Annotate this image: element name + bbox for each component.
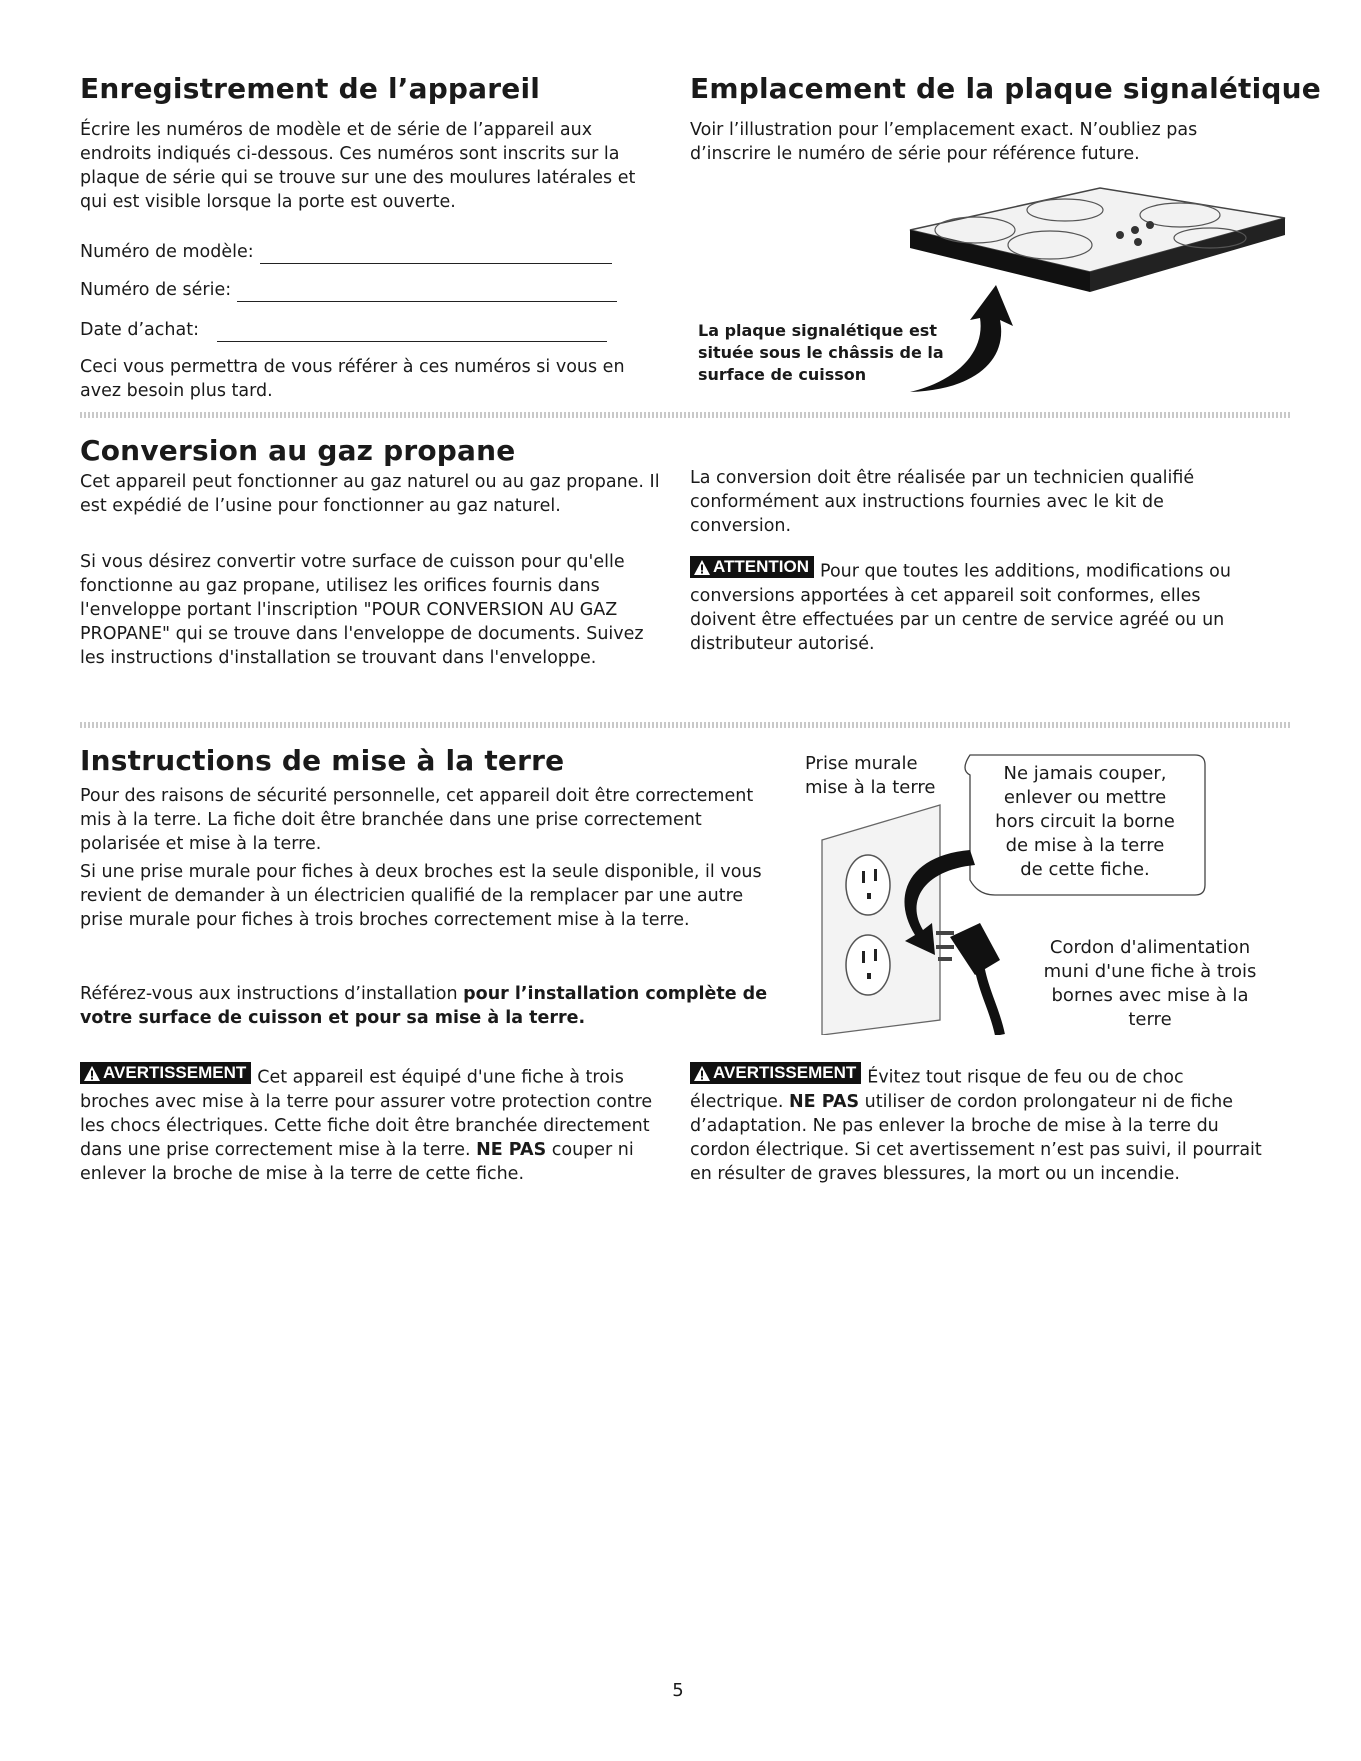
bubble-line-4: de mise à la terre <box>1005 835 1165 856</box>
model-number-label: Numéro de modèle: <box>80 242 254 262</box>
bubble-line-1: Ne jamais couper, <box>1003 763 1167 784</box>
registration-intro: Écrire les numéros de modèle et de série de l’appareil aux endroits indiqués ci-dessous. Ces numéros sont inscrits sur la plaque de série qui se trouve sur une des moulures latérales et qui est visible lorsque la porte est ouverte. <box>80 120 636 212</box>
nameplate-caption <box>698 320 944 386</box>
warning-badge-2 <box>690 1062 861 1084</box>
nameplate-caption-line-1: La plaque signalétique est <box>698 321 937 340</box>
purchase-date-line[interactable] <box>217 321 607 342</box>
model-number-field <box>80 240 612 264</box>
warning-label-2: AVERTISSEMENT <box>713 1063 857 1082</box>
registration-note: Ceci vous permettra de vous référer à ces numéros si vous en avez besoin plus tard. <box>80 357 625 401</box>
outlet-label-line-2: mise à la terre <box>805 777 936 798</box>
conversion-title: Conversion au gaz propane <box>80 434 516 467</box>
warning-notice-2 <box>690 1062 1280 1186</box>
warning-2-text-b: utiliser de cordon prolongateur ni de fiche d’adaptation. Ne pas enlever la broche de mise à la terre du cordon électrique. Si cet avertissement n’est pas suivi, il pourrait en résulter de graves blessures, la mort ou un incendie. <box>690 1091 1262 1184</box>
grounding-p3-bold: pour l’installation complète de votre surface de cuisson et pour sa mise à la terre. <box>80 984 768 1028</box>
nameplate-title: Emplacement de la plaque signalétique <box>690 72 1322 105</box>
warning-badge-1 <box>80 1062 251 1084</box>
purchase-date-label: Date d’achat: <box>80 320 199 340</box>
bubble-line-2: enlever ou mettre <box>1003 787 1167 808</box>
warning-triangle-icon <box>693 1065 711 1082</box>
grounding-title: Instructions de mise à la terre <box>80 744 565 777</box>
warning-1-text-a: Cet appareil est équipé d'une fiche à trois broches avec mise à la terre pour assurer votre protection contre les chocs électriques. Cette fiche doit être branchée directement dans une prise correctement mise à la terre. <box>80 1067 653 1160</box>
serial-number-line[interactable] <box>237 281 617 302</box>
cord-line-1: Cordon d'alimentation <box>1049 937 1251 958</box>
nameplate-caption-line-2: située sous le châssis de la <box>698 343 944 362</box>
warning-2-bold: NE PAS <box>789 1091 860 1112</box>
wall-outlet-plate <box>822 805 940 1035</box>
cord-label <box>1030 936 1270 1032</box>
conversion-p3: La conversion doit être réalisée par un technicien qualifié conformément aux instructions fournies avec le kit de conversion. <box>690 468 1195 536</box>
outlet-label-line-1: Prise murale <box>805 753 918 774</box>
serial-number-label: Numéro de série: <box>80 280 232 300</box>
attention-badge <box>690 556 814 578</box>
model-number-line[interactable] <box>260 243 612 264</box>
bubble-line-3: hors circuit la borne <box>995 811 1175 832</box>
registration-title: Enregistrement de l’appareil <box>80 72 541 105</box>
warning-1-bold: NE PAS <box>476 1139 547 1160</box>
grounding-p3-text: Référez-vous aux instructions d’installation <box>80 984 464 1004</box>
warning-triangle-icon <box>83 1065 101 1082</box>
cord-line-3: bornes avec mise à la <box>1051 985 1249 1006</box>
cord-line-4: terre <box>1128 1009 1172 1030</box>
warning-1-text-b: couper ni enlever la broche de mise à la terre de cette fiche. <box>80 1139 634 1184</box>
grounding-p1: Pour des raisons de sécurité personnelle, cet appareil doit être correctement mis à la terre. La fiche doit être branchée dans une prise correctement polarisée et mise à la terre. <box>80 786 754 854</box>
grounding-p2: Si une prise murale pour fiches à deux broches est la seule disponible, il vous revient de demander à un électricien qualifié de la remplacer par une autre prise murale pour fiches à trois broches correctement mise à la terre. <box>80 862 762 930</box>
bubble-line-5: de cette fiche. <box>1020 859 1150 880</box>
cord-line-2: muni d'une fiche à trois <box>1043 961 1257 982</box>
nameplate-caption-line-3: surface de cuisson <box>698 365 867 384</box>
attention-label: ATTENTION <box>713 557 810 576</box>
bubble-text <box>980 762 1190 882</box>
page-number: 5 <box>672 1680 684 1701</box>
attention-notice <box>690 556 1270 656</box>
section-divider <box>80 412 1290 418</box>
warning-notice-1 <box>80 1062 670 1186</box>
purchase-date-field <box>80 318 607 342</box>
nameplate-text: Voir l’illustration pour l’emplacement exact. N’oubliez pas d’inscrire le numéro de série pour référence future. <box>690 120 1198 164</box>
serial-number-field <box>80 278 617 302</box>
three-prong-plug <box>936 923 1000 1035</box>
warning-2-text-a: Évitez tout risque de feu ou de choc électrique. <box>690 1067 1184 1112</box>
conversion-p2: Si vous désirez convertir votre surface de cuisson pour qu'elle fonctionne au gaz propane, utilisez les orifices fournis dans l'enveloppe portant l'inscription "POUR CONVERSION AU GAZ PROPANE" qui se trouve dans l'enveloppe de documents. Suivez les instructions d'installation se trouvant dans l'enveloppe. <box>80 552 644 668</box>
attention-text: Pour que toutes les additions, modifications ou conversions apportées à cet appareil soit conformes, elles doivent être effectuées par un centre de service agréé ou un distributeur autorisé. <box>690 561 1231 654</box>
grounding-p3 <box>80 982 780 1030</box>
section-divider-2 <box>80 722 1290 728</box>
conversion-p1: Cet appareil peut fonctionner au gaz naturel ou au gaz propane. Il est expédié de l’usine pour fonctionner au gaz naturel. <box>80 472 660 516</box>
warning-triangle-icon <box>693 559 711 576</box>
warning-label-1: AVERTISSEMENT <box>103 1063 247 1082</box>
